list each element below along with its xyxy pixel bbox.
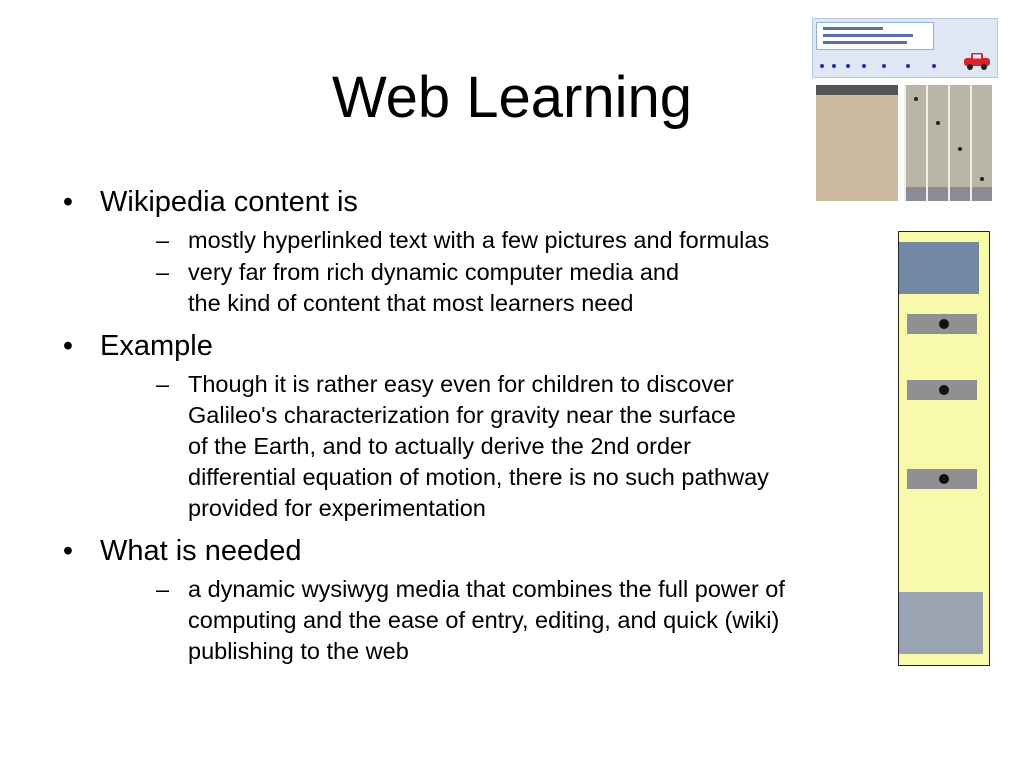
bullet-text: Wikipedia content is (100, 186, 358, 218)
sequence-frame (907, 380, 977, 400)
falling-ball-sequence-panel (898, 231, 990, 666)
bullet-item (58, 532, 878, 667)
bullet-item (58, 327, 878, 524)
dash-marker: – (156, 576, 170, 602)
bullet-list (58, 183, 878, 667)
dash-marker: – (156, 371, 170, 397)
sub-bullet-item (100, 225, 878, 256)
dash-marker: – (156, 227, 170, 253)
sub-bullet-line: of the Earth, and to actually derive the 2nd order (188, 433, 691, 459)
sub-list (100, 369, 878, 524)
sub-bullet-line: computing and the ease of entry, editing, and quick (wiki) (188, 607, 780, 633)
sub-bullet-line: very far from rich dynamic computer media and (188, 259, 680, 285)
sub-bullet-line: provided for experimentation (188, 495, 486, 521)
sub-bullet-line: Though it is rather easy even for children to discover (188, 371, 734, 397)
sub-bullet-line: a dynamic wysiwyg media that combines the full power of (188, 576, 785, 602)
sub-list (100, 574, 878, 667)
dash-marker: – (156, 259, 170, 285)
tile-line (823, 41, 907, 44)
slide-title: Web Learning (331, 65, 693, 130)
sub-bullet-line: publishing to the web (188, 638, 409, 664)
bullet-marker: • (62, 330, 74, 362)
tile-line (823, 27, 883, 30)
sub-bullet-line: Galileo's characterization for gravity near the surface (188, 402, 736, 428)
sub-bullet-line: mostly hyperlinked text with a few pictures and formulas (188, 227, 770, 253)
script-tile (816, 22, 934, 50)
sub-bullet-item (100, 574, 878, 667)
car-icon (962, 52, 992, 70)
sequence-bottom-frame (899, 592, 983, 654)
sequence-frame (907, 314, 977, 334)
sub-bullet-item (100, 257, 878, 319)
bullet-text: Example (100, 330, 213, 362)
tile-line (823, 34, 913, 37)
sub-list (100, 225, 878, 319)
sequence-frame (907, 469, 977, 489)
filmstrip-frame (926, 85, 948, 201)
filmstrip-frame (948, 85, 970, 201)
bullet-marker: • (62, 186, 74, 218)
bullet-text: What is needed (100, 535, 302, 567)
sequence-top-frame (899, 242, 979, 294)
filmstrip-frame (904, 85, 926, 201)
filmstrip-frame (970, 85, 992, 201)
falling-ball-photo (816, 85, 898, 201)
bullet-marker: • (62, 535, 74, 567)
sub-bullet-item (100, 369, 878, 524)
bullet-item (58, 183, 878, 319)
sub-bullet-line: differential equation of motion, there is no such pathway (188, 464, 769, 490)
photo-shade (816, 85, 898, 95)
sub-bullet-line: the kind of content that most learners need (188, 290, 634, 316)
